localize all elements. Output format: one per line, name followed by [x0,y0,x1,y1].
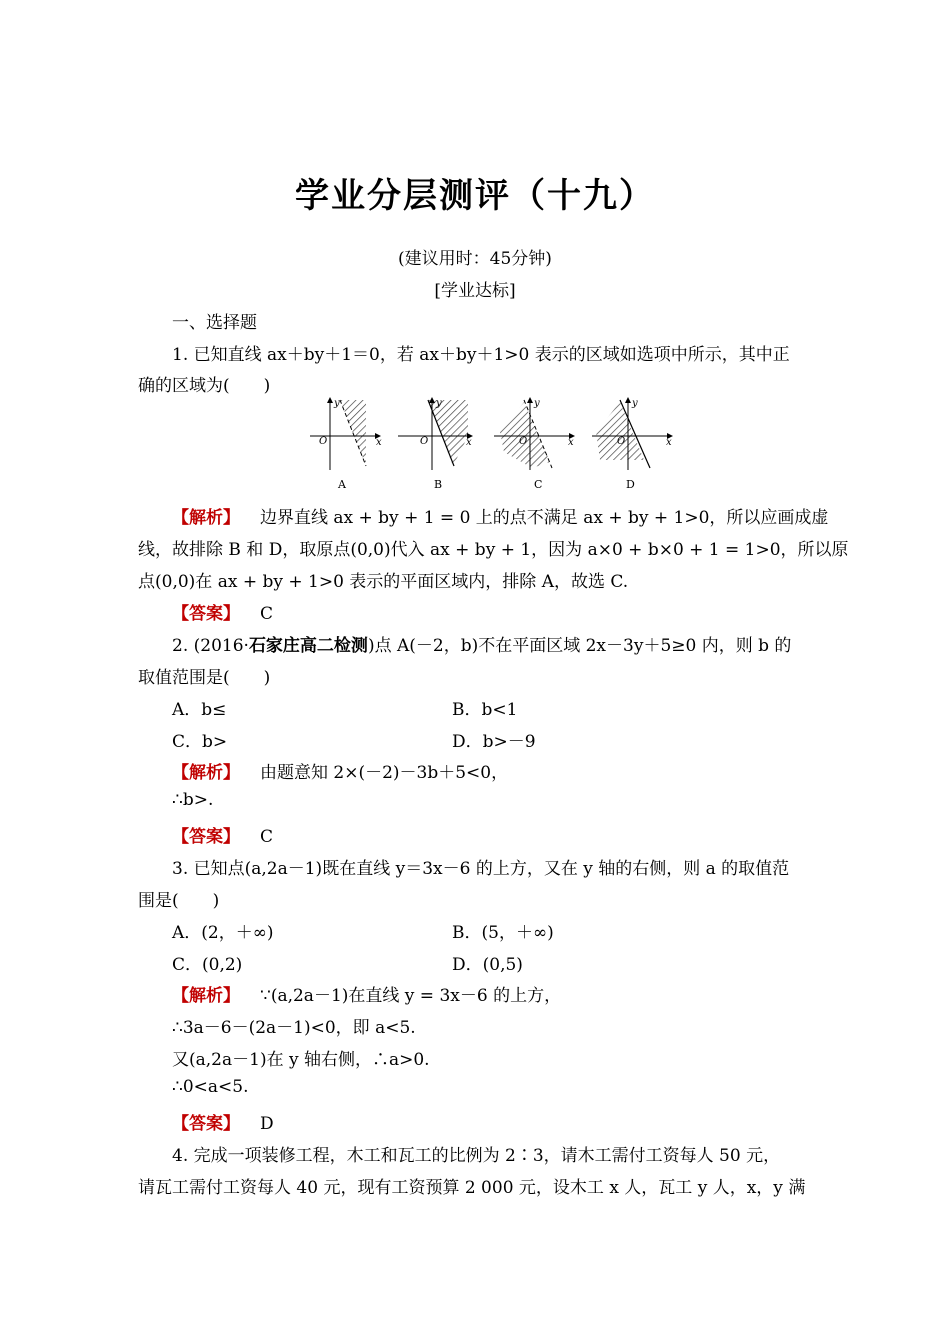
q4-line2: 请瓦工需付工资每人 40 元，现有工资预算 2 000 元，设木工 x 人，瓦工 y 人，x，y 满 [138,1178,806,1198]
section-heading: 一、选择题 [172,313,257,333]
fig-b-label: B [434,478,443,491]
q1-answer [172,599,273,624]
q1-analysis-text1: 边界直线 ax + by + 1 = 0 上的点不满足 ax + by + 1>0，所以应画成虚 [260,508,829,528]
q1-analysis-line2: 线，故排除 B 和 D，取原点(0,0)代入 ax + by + 1，因为 a×0 + b×0 + 1 = 1>0，所以原 [138,540,849,560]
q2-option-a: A．b≤ [172,700,227,720]
q2-line2: 取值范围是( ) [138,668,271,688]
q3-answer [172,1109,274,1134]
answer-tag: 【答案】 [172,604,240,624]
page-title: 学业分层测评（十九） [295,176,655,216]
fig-d-label: D [626,478,635,491]
q2-answer-value: C [260,827,274,847]
fig-c-x-label: x [568,437,574,448]
fig-d-x-label: x [666,437,672,448]
q2-option-c: C．b> [172,732,228,752]
q2-analysis-line2: ∴b>. [172,790,214,810]
q2-source: 石家庄高二检测 [248,636,368,656]
q3-line1: 3. 已知点(a,2a－1)既在直线 y＝3x－6 的上方，又在 y 轴的右侧，则 a 的取值范 [172,859,790,879]
analysis-tag: 【解析】 [172,508,240,528]
q3-analysis-line3: 又(a,2a－1)在 y 轴右侧，∴a>0. [172,1050,430,1070]
analysis-tag: 【解析】 [172,986,240,1006]
fig-d-y-label: y [632,398,638,409]
fig-b-x-label: x [466,437,472,448]
q2-option-d: D．b>－9 [452,732,536,752]
answer-tag: 【答案】 [172,827,240,847]
q3-analysis-line4: ∴0<a<5. [172,1077,249,1097]
answer-tag: 【答案】 [172,1114,240,1134]
q2-line1 [172,631,791,656]
q2-analysis-text1: 由题意知 2×(－2)－3b＋5<0， [260,763,509,783]
analysis-tag: 【解析】 [172,763,240,783]
fig-d-origin: O [617,436,626,447]
q3-option-d: D．(0,5) [452,955,523,975]
q3-answer-value: D [260,1114,274,1134]
q3-analysis-line1 [172,981,561,1006]
q3-analysis-text1: ∵(a,2a－1)在直线 y = 3x－6 的上方， [260,986,562,1006]
q2-line1-post: )点 A(－2，b)不在平面区域 2x－3y＋5≥0 内，则 b 的 [367,636,792,656]
figure-d [592,398,672,491]
region-diagrams [310,396,680,496]
q3-option-c: C．(0,2) [172,955,243,975]
figure-a [310,398,382,491]
q2-answer [172,822,273,847]
q1-line2: 确的区域为( ) [138,376,271,396]
section-tag: [学业达标] [434,281,516,301]
suggested-time: (建议用时：45分钟) [398,249,552,269]
q4-line1: 4. 完成一项装修工程，木工和瓦工的比例为 2∶3，请木工需付工资每人 50 元， [172,1146,781,1166]
q2-option-b: B．b<1 [452,700,518,720]
q3-analysis-line2: ∴3a－6－(2a－1)<0，即 a<5. [172,1018,416,1038]
fig-a-y-label: y [334,398,340,409]
fig-a-label: A [338,478,346,491]
figure-b [398,398,472,491]
fig-a-origin: O [319,436,328,447]
fig-c-y-label: y [534,398,540,409]
fig-c-origin: O [519,436,528,447]
q3-option-a: A．(2，＋∞) [172,923,274,943]
q2-analysis-line1 [172,758,508,783]
q1-answer-value: C [260,604,274,624]
fig-b-origin: O [420,436,429,447]
figure-c [494,398,574,491]
q1-analysis-line1 [172,503,828,528]
q3-line2: 围是( ) [138,891,220,911]
q2-line1-pre: 2. (2016· [172,636,249,656]
q3-option-b: B．(5，＋∞) [452,923,554,943]
q1-line1: 1. 已知直线 ax＋by＋1＝0，若 ax＋by＋1>0 表示的区域如选项中所示，其中正 [172,345,790,365]
fig-b-y-label: y [436,398,442,409]
fig-a-x-label: x [376,437,382,448]
q1-analysis-line3: 点(0,0)在 ax + by + 1>0 表示的平面区域内，排除 A，故选 C. [138,572,629,592]
fig-c-label: C [534,478,543,491]
q1-figures [310,396,680,500]
